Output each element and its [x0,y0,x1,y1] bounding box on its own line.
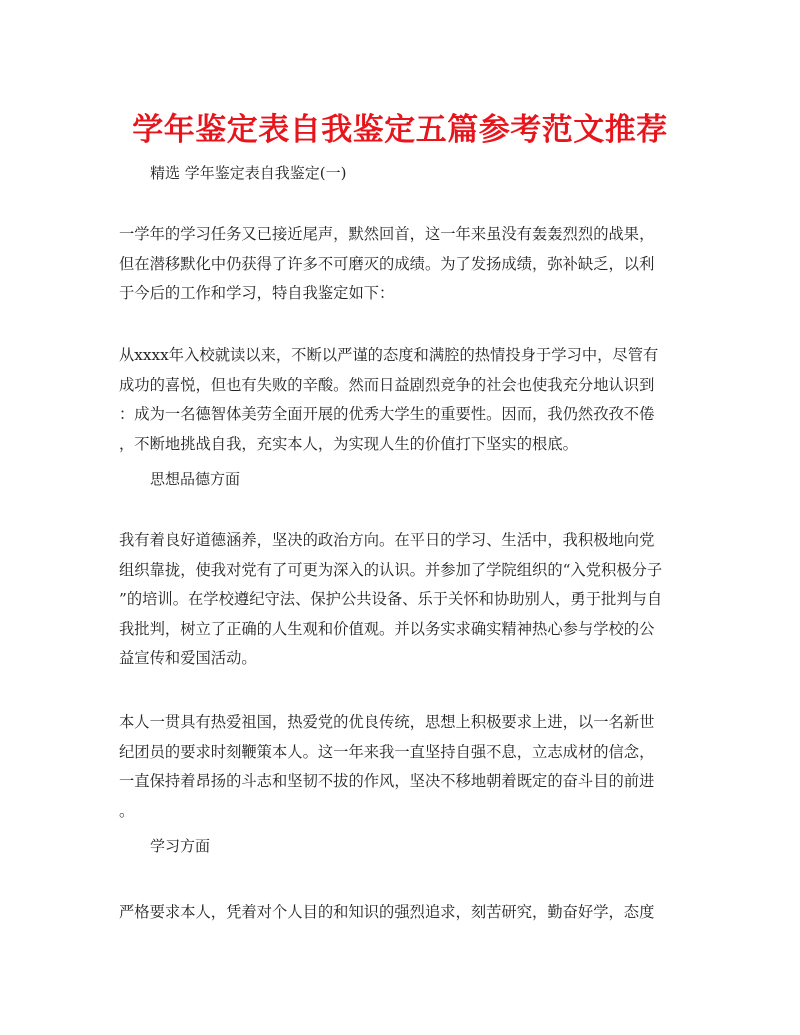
section-heading-morality: 思想品德方面 [150,470,241,488]
paragraph-enrollment [119,341,694,459]
paragraph-line: ，不断地挑战自我，充实本人，为实现人生的价值打下坚实的根底。 [119,434,578,453]
paragraph-study [119,898,694,928]
document-title: 学年鉴定表自我鉴定五篇参考范文推荐 [132,112,668,148]
paragraph-line: 益宣传和爱国活动。 [119,649,257,667]
paragraph-line: 我批判，树立了正确的人生观和价值观。并以务实求确实精神热心参与学校的公 [119,619,655,638]
paragraph-line: 一学年的学习任务又已接近尾声，默然回首，这一年来虽没有轰轰烈烈的战果， [119,225,655,243]
paragraph-patriotism [119,708,694,826]
paragraph-line: 但在潜移默化中仍获得了许多不可磨灭的成绩。为了发扬成绩，弥补缺乏，以利 [119,254,655,273]
paragraph-line: 于今后的工作和学习，特自我鉴定如下： [119,284,395,302]
paragraph-line: 我有着良好道德涵养，坚决的政治方向。在平日的学习、生活中，我积极地向党 [119,531,655,549]
paragraph-line: ”的培训。在学校遵纪守法、保护公共设备、乐于关怀和协助别人，勇于批判与自 [119,590,663,608]
paragraph-line: 纪团员的要求时刻鞭策本人。这一年来我一直坚持自强不息，立志成材的信念， [119,742,655,761]
paragraph-line: 从xxxx年入校就读以来，不断以严谨的态度和满腔的热情投身于学习中，尽管有 [119,346,659,364]
paragraph-morality [119,526,694,674]
paragraph-line: 成功的喜悦，但也有失败的辛酸。然而日益剧烈竞争的社会也使我充分地认识到 [119,375,655,394]
paragraph-line: 。 [119,801,135,820]
section-heading-study: 学习方面 [150,837,211,855]
paragraph-line: 组织靠拢，使我对党有了可更为深入的认识。并参加了学院组织的“入党积极分子 [119,560,663,579]
paragraph-line: 一直保持着昂扬的斗志和坚韧不拔的作风，坚决不移地朝着既定的奋斗目的前进 [119,772,655,790]
document-subtitle: 精选 学年鉴定表自我鉴定(一) [150,164,347,182]
paragraph-line: 严格要求本人，凭着对个人目的和知识的强烈追求，刻苦研究，勤奋好学，态度 [119,903,655,921]
paragraph-intro [119,220,694,309]
paragraph-line: ：成为一名德智体美劳全面开展的优秀大学生的重要性。因而，我仍然孜孜不倦 [119,405,655,423]
paragraph-line: 本人一贯具有热爱祖国，热爱党的优良传统，思想上积极要求上进，以一名新世 [119,713,655,731]
